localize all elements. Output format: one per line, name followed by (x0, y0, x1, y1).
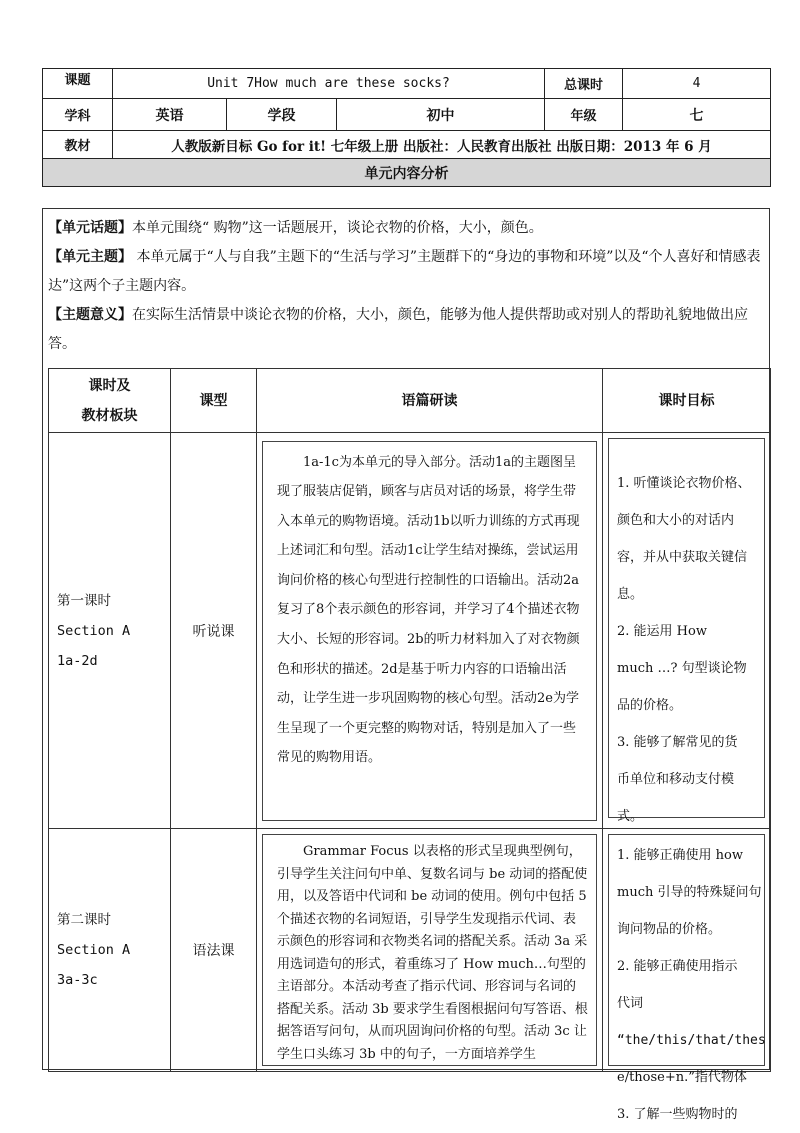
table-row (49, 829, 771, 1072)
lesson-name: 第二课时 (57, 912, 111, 928)
goal-line: 容，并从中获取关键信 (617, 550, 748, 565)
header-lesson-goals: 课时目标 (603, 369, 771, 433)
goal-line: 代词 (617, 996, 644, 1011)
goals-box (608, 834, 766, 1122)
unit-topic-text: 本单元围绕“ 购物”这一话题展开，谈论衣物的价格，大小，颜色。 (132, 220, 543, 236)
text-study-cell (257, 829, 603, 1072)
table-row (49, 433, 771, 829)
goal-line: e/those+n.”指代物体 (617, 1070, 747, 1085)
theme-meaning-tag: 【主题意义】 (48, 307, 132, 323)
goal-line: 3. 了解一些购物时的 (617, 1107, 738, 1122)
lesson-cell (49, 433, 171, 829)
header-lesson-line1: 课时及 (88, 377, 131, 394)
subject-value: 英语 (113, 99, 227, 131)
topic-value: Unit 7How much are these socks? (113, 69, 545, 99)
text-study-cell (257, 433, 603, 829)
header-lesson-module (49, 369, 171, 433)
unit-theme-paragraph (48, 243, 766, 301)
stage-label: 学段 (227, 99, 337, 131)
unit-intro (48, 214, 766, 359)
lesson-table (48, 368, 771, 1122)
unit-theme-text: 本单元属于“人与自我”主题下的“生活与学习”主题群下的“身边的事物和环境”以及“个人喜好和情感表达”这两个子主题内容。 (48, 249, 761, 294)
unit-theme-tag: 【单元主题】 (48, 249, 132, 265)
text-study-text: Grammar Focus 以表格的形式呈现典型例句，引导学生关注问句中单、复数名词与 be 动词的搭配使用，以及答语中代词和 be 动词的使用。例句中包括 5 个描述衣物的名词短语，引导学生发现指示代词、表示颜色的形容词和衣物类名词的搭配关系。活动 3a 采用选词造句的形式，着重练习了 How much…句型的主语部分。本活动考查了指示代词、形容词与名词的搭配关系。活动 3b 要求学生看图根据问句写答语、根据答语写问句，从而巩固询问价格的句型。活动 3c 让学生口头练习 3b 中的句子，一方面培养学生 (262, 834, 597, 1066)
unit-topic-tag: 【单元话题】 (48, 220, 132, 236)
goal-line: 息。 (617, 587, 644, 602)
header-text-study: 语篇研读 (257, 369, 603, 433)
header-lesson-line2: 教材板块 (81, 407, 138, 424)
section-title: 单元内容分析 (43, 159, 771, 187)
goal-line: 币单位和移动支付模 (617, 772, 735, 787)
lesson-type: 语法课 (171, 829, 257, 1072)
total-hours-label: 总课时 (545, 69, 623, 99)
total-hours-value: 4 (623, 69, 771, 99)
goal-line: 3. 能够了解常见的货 (617, 735, 738, 750)
lesson-name: 第一课时 (57, 592, 111, 609)
lesson-cell (49, 829, 171, 1072)
goal-line: 询问物品的价格。 (617, 922, 722, 937)
stage-value: 初中 (337, 99, 545, 131)
lesson-section: Section A (57, 942, 131, 958)
goals-box (608, 438, 765, 824)
lesson-range: 1a-2d (57, 652, 98, 669)
grade-value: 七 (623, 99, 771, 131)
theme-meaning-text: 在实际生活情景中谈论衣物的价格，大小，颜色，能够为他人提供帮助或对别人的帮助礼貌地做出应答。 (48, 307, 748, 352)
grade-label: 年级 (545, 99, 623, 131)
textbook-value: 人教版新目标 Go for it! 七年级上册 出版社：人民教育出版社 出版日期：2013 年 6 月 (113, 131, 771, 159)
goal-line: 品的价格。 (617, 698, 683, 713)
goals-cell (603, 829, 771, 1122)
goal-line: much …? 句型谈论物 (617, 661, 747, 676)
theme-meaning-paragraph (48, 301, 766, 359)
subject-label: 学科 (43, 99, 113, 131)
lesson-section: Section A (57, 622, 131, 639)
goal-line: 式。 (617, 809, 644, 824)
goal-line: 1. 能够正确使用 how (617, 848, 743, 863)
unit-topic-paragraph (48, 214, 766, 243)
goal-line: much 引导的特殊疑问句 (617, 885, 762, 900)
header-lesson-type: 课型 (171, 369, 257, 433)
goals-cell (603, 433, 771, 829)
goal-line: “the/this/that/thes (617, 1033, 766, 1048)
text-study-text: 1a-1c为本单元的导入部分。活动1a的主题图呈现了服装店促销，顾客与店员对话的场景，将学生带入本单元的购物语境。活动1b以听力训练的方式再现上述词汇和句型。活动1c让学生结对操练，尝试运用询问价格的核心句型进行控制性的口语输出。活动2a复习了8个表示颜色的形容词，并学习了4个描述衣物大小、长短的形容词。2b的听力材料加入了对衣物颜色和形状的描述。2d是基于听力内容的口语输出活动，让学生进一步巩固购物的核心句型。活动2e为学生呈现了一个更完整的购物对话，特别是加入了一些常见的购物用语。 (262, 441, 597, 821)
topic-label: 课题 (43, 69, 113, 99)
goal-line: 2. 能够正确使用指示 (617, 959, 738, 974)
textbook-label: 教材 (43, 131, 113, 159)
goal-line: 1. 听懂谈论衣物价格、 (617, 476, 751, 491)
lesson-type: 听说课 (171, 433, 257, 829)
lesson-range: 3a-3c (57, 972, 98, 988)
header-table (42, 68, 771, 187)
goal-line: 2. 能运用 How (617, 624, 707, 639)
goal-line: 颜色和大小的对话内 (617, 513, 735, 528)
